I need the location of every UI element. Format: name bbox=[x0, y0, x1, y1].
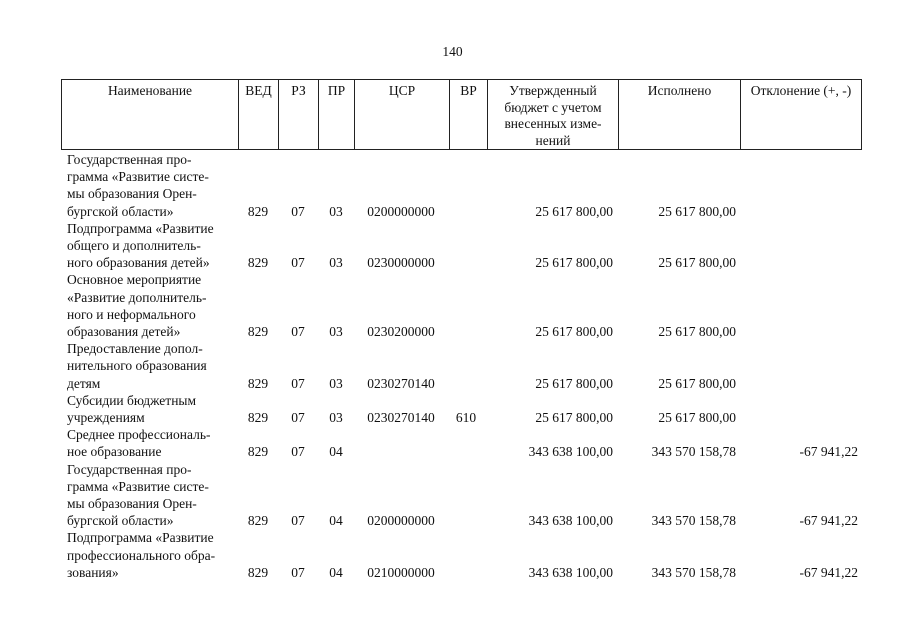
row-ved: 829 bbox=[247, 409, 269, 425]
row-executed: 25 617 800,00 bbox=[658, 375, 736, 391]
row-csr: 0230000000 bbox=[367, 255, 435, 271]
row-csr: 0230270140 bbox=[367, 409, 435, 425]
row-name: Среднее профессиональ- ное образование bbox=[67, 427, 211, 460]
row-rz: 07 bbox=[291, 203, 305, 219]
header-executed: Исполнено bbox=[619, 80, 741, 149]
row-pr: 03 bbox=[329, 323, 343, 339]
row-approved: 343 638 100,00 bbox=[528, 444, 613, 460]
row-ved: 829 bbox=[247, 444, 269, 460]
row-ved: 829 bbox=[247, 255, 269, 271]
header-ved: ВЕД bbox=[239, 80, 279, 149]
row-executed: 25 617 800,00 bbox=[658, 203, 736, 219]
row-executed: 343 570 158,78 bbox=[651, 564, 736, 580]
row-rz: 07 bbox=[291, 255, 305, 271]
row-executed: 25 617 800,00 bbox=[658, 255, 736, 271]
row-csr: 0230270140 bbox=[367, 375, 435, 391]
row-ved: 829 bbox=[247, 564, 269, 580]
row-pr: 03 bbox=[329, 375, 343, 391]
row-rz: 07 bbox=[291, 444, 305, 460]
row-approved: 25 617 800,00 bbox=[535, 203, 613, 219]
row-pr: 03 bbox=[329, 203, 343, 219]
row-rz: 07 bbox=[291, 323, 305, 339]
row-ved: 829 bbox=[247, 513, 269, 529]
row-deviation: -67 941,22 bbox=[799, 444, 858, 460]
row-pr: 04 bbox=[329, 564, 343, 580]
row-ved: 829 bbox=[247, 375, 269, 391]
row-name: Государственная про- грамма «Развитие систе- мы образования Орен- бургской области» bbox=[67, 152, 209, 219]
row-rz: 07 bbox=[291, 513, 305, 529]
table-header bbox=[61, 79, 862, 150]
header-approved: Утвержденный бюджет с учетом внесенных изме-нений bbox=[488, 80, 619, 149]
header-csr: ЦСР bbox=[355, 80, 450, 149]
row-executed: 343 570 158,78 bbox=[651, 513, 736, 529]
header-name: Наименование bbox=[62, 80, 239, 149]
row-executed: 343 570 158,78 bbox=[651, 444, 736, 460]
row-vr: 610 bbox=[455, 409, 477, 425]
header-vr: ВР bbox=[450, 80, 488, 149]
row-rz: 07 bbox=[291, 375, 305, 391]
row-csr: 0200000000 bbox=[367, 513, 435, 529]
row-csr: 0230200000 bbox=[367, 323, 435, 339]
header-rz: РЗ bbox=[279, 80, 319, 149]
row-approved: 25 617 800,00 bbox=[535, 323, 613, 339]
header-deviation: Отклонение (+, -) bbox=[750, 83, 852, 98]
row-name: Субсидии бюджетным учреждениям bbox=[67, 392, 197, 425]
row-rz: 07 bbox=[291, 409, 305, 425]
row-name: Подпрограмма «Развитие профессионального обра- зования» bbox=[67, 530, 216, 580]
row-name: Государственная про- грамма «Развитие систе- мы образования Орен- бургской области» bbox=[67, 461, 209, 529]
row-name: Предоставление допол- нительного образования детям bbox=[67, 341, 207, 391]
row-executed: 25 617 800,00 bbox=[658, 323, 736, 339]
row-pr: 04 bbox=[329, 513, 343, 529]
row-deviation: -67 941,22 bbox=[799, 564, 858, 580]
row-deviation: -67 941,22 bbox=[799, 513, 858, 529]
row-csr: 0200000000 bbox=[367, 203, 435, 219]
row-csr: 0210000000 bbox=[367, 564, 435, 580]
row-approved: 343 638 100,00 bbox=[528, 513, 613, 529]
row-name: Подпрограмма «Развитие общего и дополнитель- ного образования детей» bbox=[67, 220, 214, 271]
row-name: Основное мероприятие «Развитие дополнитель- ного и неформального образования детей» bbox=[67, 272, 207, 339]
row-pr: 03 bbox=[329, 255, 343, 271]
row-executed: 25 617 800,00 bbox=[658, 409, 736, 425]
row-approved: 25 617 800,00 bbox=[535, 375, 613, 391]
row-approved: 25 617 800,00 bbox=[535, 409, 613, 425]
header-pr: ПР bbox=[319, 80, 355, 149]
row-pr: 03 bbox=[329, 409, 343, 425]
row-ved: 829 bbox=[247, 203, 269, 219]
row-pr: 04 bbox=[329, 444, 343, 460]
row-approved: 343 638 100,00 bbox=[528, 564, 613, 580]
row-ved: 829 bbox=[247, 323, 269, 339]
row-approved: 25 617 800,00 bbox=[535, 255, 613, 271]
page-number: 140 bbox=[442, 44, 463, 59]
row-rz: 07 bbox=[291, 564, 305, 580]
